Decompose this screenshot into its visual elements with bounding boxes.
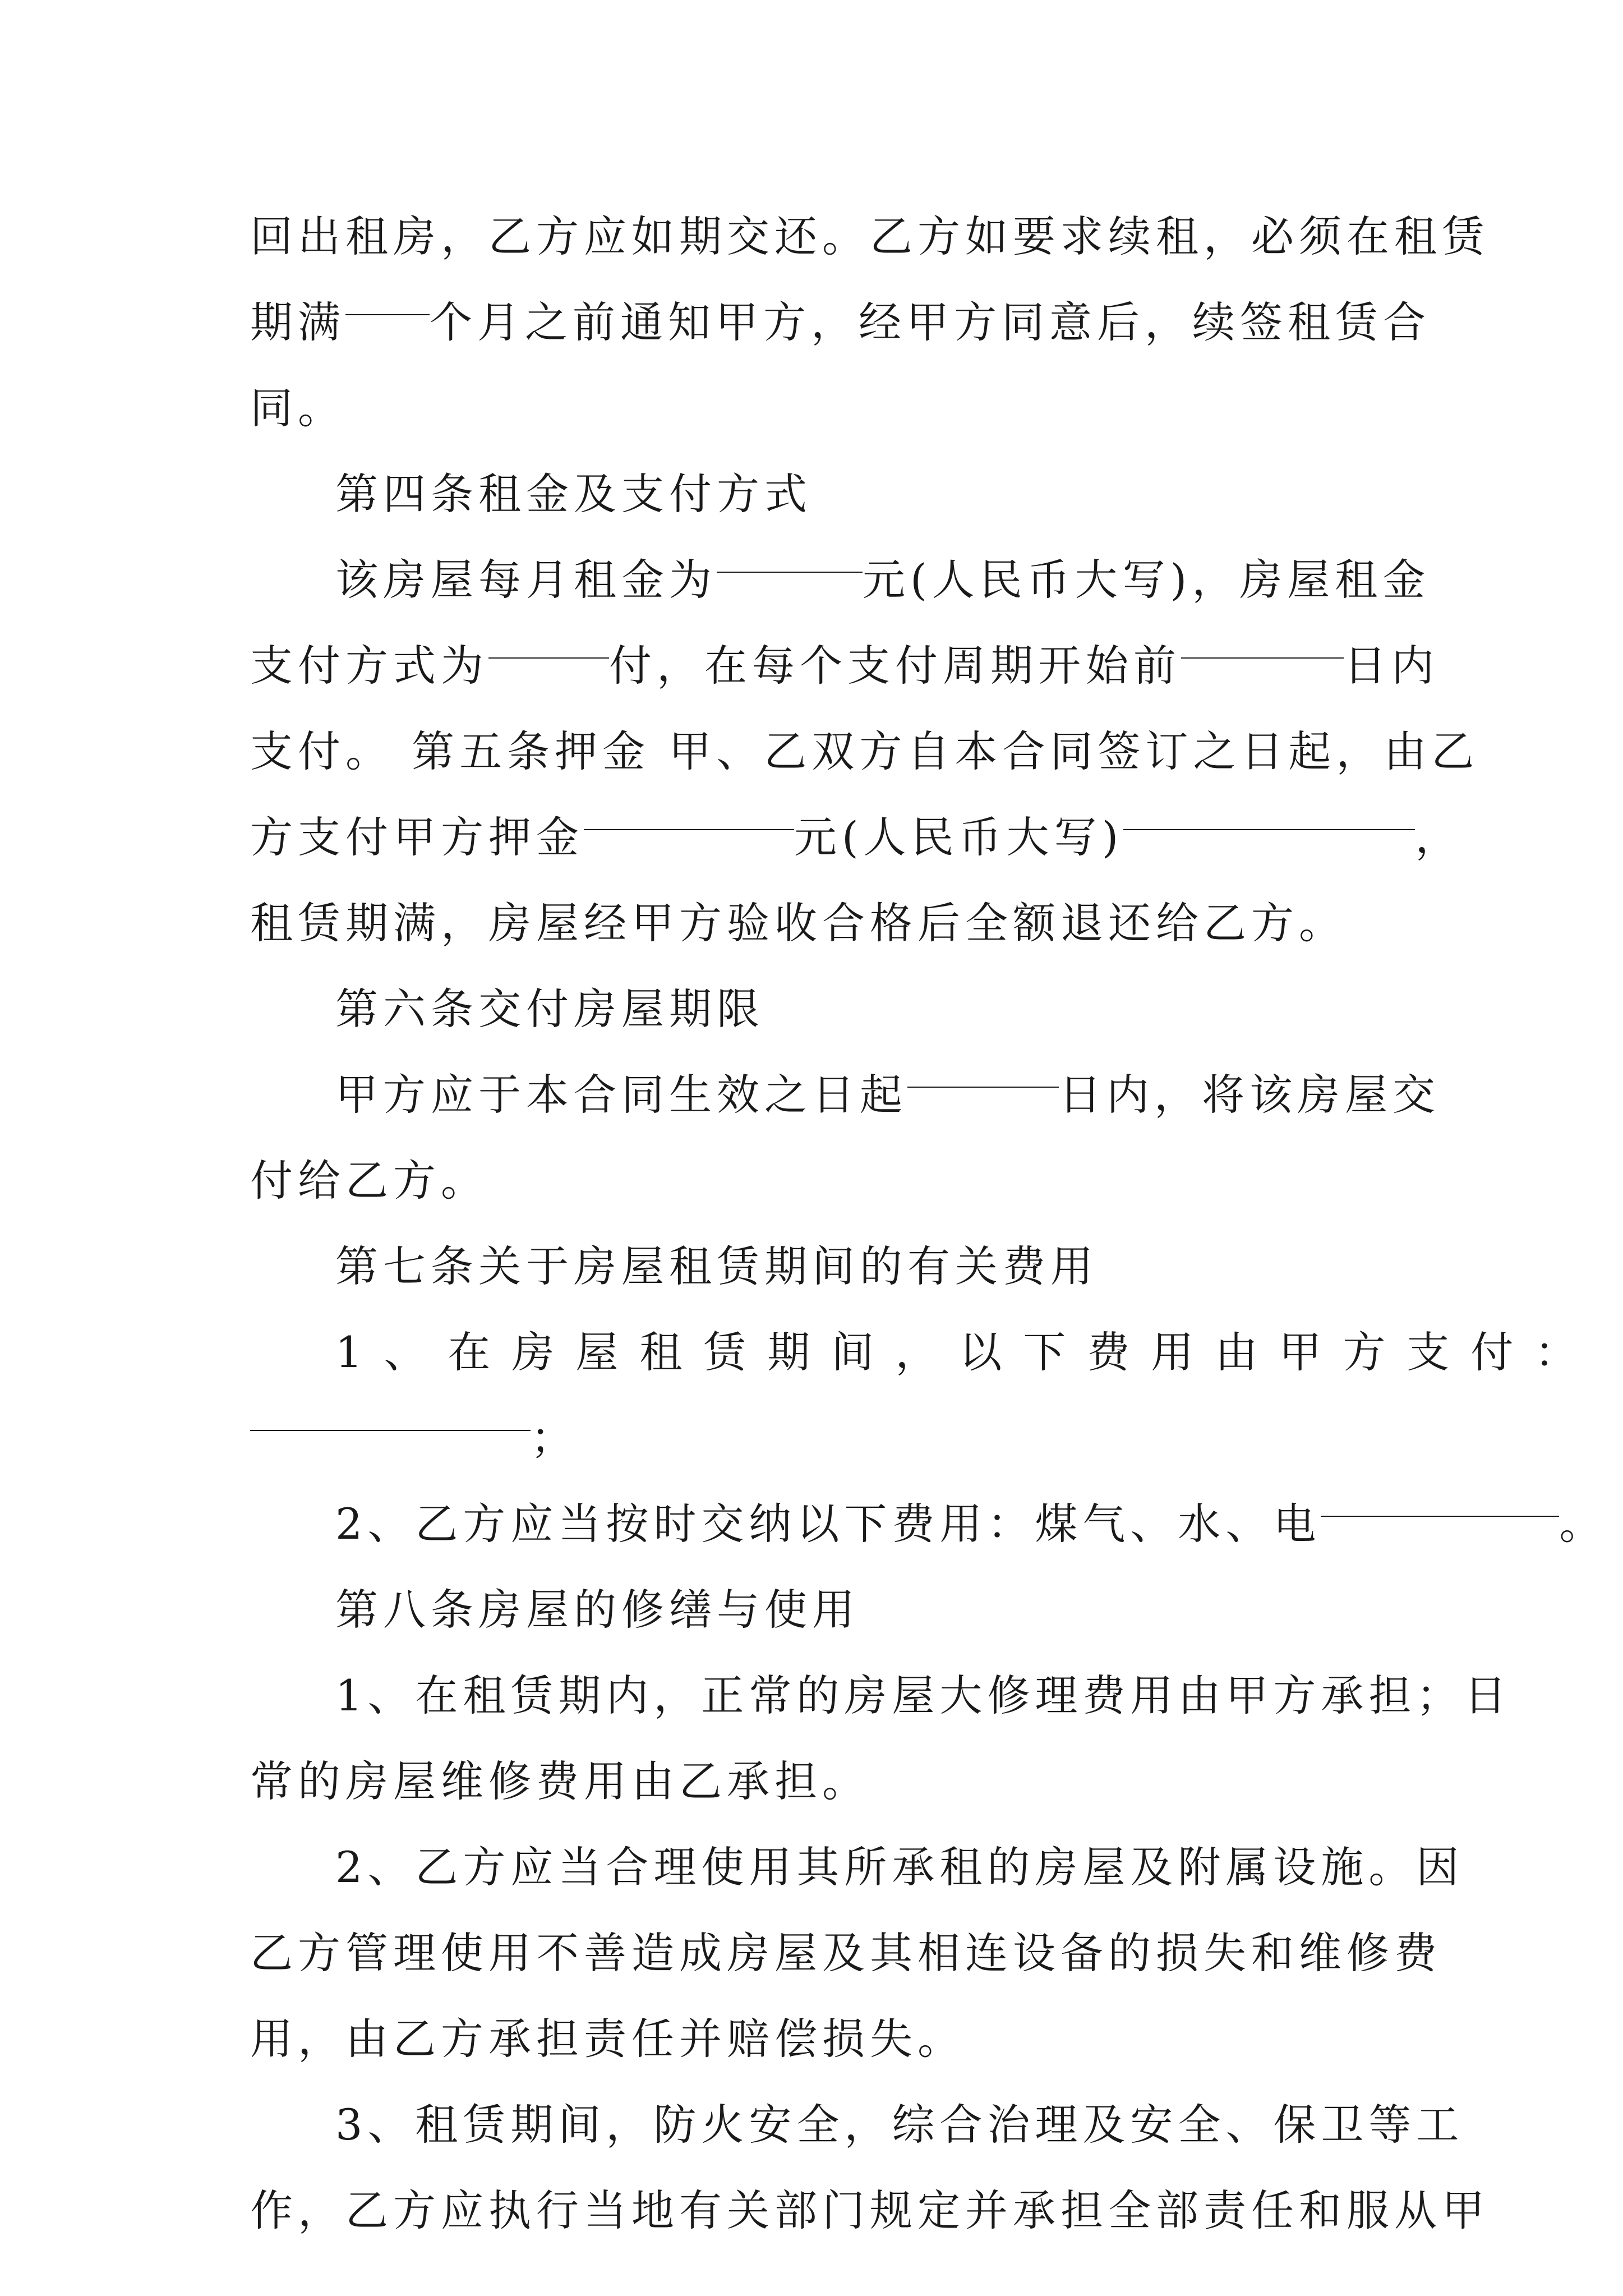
text-segment: 支付。 第五条押金 甲、乙双方自本合同签订之日起，由乙 [250, 726, 1479, 776]
text-segment: 日内，将该房屋交 [1059, 1070, 1440, 1120]
text-segment: 。 [1559, 1499, 1607, 1549]
text-line [250, 794, 1463, 880]
fill-blank [907, 1052, 1059, 1088]
text-segment: 该房屋每月租金为 [335, 555, 717, 605]
text-segment: 个月之前通知甲方，经甲方同意后，续签租赁合 [430, 297, 1431, 347]
fill-blank [584, 794, 794, 830]
text-line [250, 1910, 1442, 1996]
text-line [250, 1309, 1599, 1395]
text-segment: 元(人民币大写)，房屋租金 [863, 555, 1431, 605]
text-line [250, 623, 1439, 708]
text-segment: 第八条房屋的修缮与使用 [335, 1585, 860, 1635]
document-page [250, 194, 1607, 2253]
text-segment: 用，由乙方承担责任并赔偿损失。 [250, 2014, 965, 2064]
text-line [250, 1996, 1389, 2082]
text-segment: 常的房屋维修费用由乙承担。 [250, 1756, 870, 1806]
section-heading [250, 1223, 1389, 1309]
text-segment: 付，在每个支付周期开始前 [609, 641, 1181, 691]
text-segment: 支付方式为 [250, 641, 488, 691]
fill-blank [1321, 1481, 1559, 1517]
text-segment: 1、在房屋租赁期间，以下费用由甲方支付： [335, 1327, 1599, 1377]
text-segment: 同。 [250, 383, 345, 433]
fill-blank [488, 623, 609, 659]
text-segment: 第六条交付房屋期限 [335, 984, 764, 1034]
text-segment: 第七条关于房屋租赁期间的有关费用 [335, 1241, 1098, 1291]
text-line [250, 1824, 1464, 1910]
text-segment: 作，乙方应执行当地有关部门规定并承担全部责任和服从甲 [250, 2185, 1490, 2235]
fill-blank [717, 537, 863, 573]
fill-blank [250, 1395, 531, 1431]
section-heading [250, 451, 1389, 537]
text-segment: 期满 [250, 297, 345, 347]
text-line [250, 365, 1389, 451]
fill-blank [345, 279, 430, 315]
text-segment: 元(人民币大写) [794, 812, 1124, 862]
text-segment: 租赁期满，房屋经甲方验收合格后全额退还给乙方。 [250, 898, 1347, 948]
text-segment: 甲方应于本合同生效之日起 [335, 1070, 907, 1120]
text-segment: 1、在租赁期内，正常的房屋大修理费用由甲方承担；日 [335, 1671, 1512, 1720]
text-segment: 2、乙方应当合理使用其所承租的房屋及附属设施。因 [335, 1842, 1464, 1892]
text-segment: 付给乙方。 [250, 1156, 488, 1205]
text-segment: 第四条租金及支付方式 [335, 469, 812, 519]
text-segment: ， [1415, 812, 1463, 862]
text-segment: 方支付甲方押金 [250, 812, 584, 862]
text-segment: 3、租赁期间，防火安全，综合治理及安全、保卫等工 [335, 2100, 1464, 2150]
text-segment: 2、乙方应当按时交纳以下费用：煤气、水、电 [335, 1499, 1321, 1549]
text-line [250, 1738, 1389, 1824]
text-line [250, 1138, 1389, 1223]
text-line [250, 194, 1490, 279]
text-line [250, 1481, 1607, 1567]
text-segment: 乙方管理使用不善造成房屋及其相连设备的损失和维修费 [250, 1928, 1442, 1978]
text-segment: 回出租房，乙方应如期交还。乙方如要求续租，必须在租赁 [250, 211, 1490, 261]
section-heading [250, 966, 1389, 1052]
text-line [250, 1653, 1512, 1738]
text-line [250, 1395, 1389, 1481]
text-segment: ； [531, 1413, 578, 1463]
text-line [250, 1052, 1440, 1138]
fill-blank [1181, 623, 1344, 659]
text-line [250, 708, 1479, 794]
fill-blank [1123, 794, 1415, 830]
text-segment: 日内 [1344, 641, 1439, 691]
text-line [250, 279, 1431, 365]
text-line [250, 537, 1431, 623]
text-line [250, 880, 1389, 966]
text-line [250, 2168, 1490, 2253]
text-line [250, 2082, 1464, 2168]
section-heading [250, 1567, 1389, 1653]
